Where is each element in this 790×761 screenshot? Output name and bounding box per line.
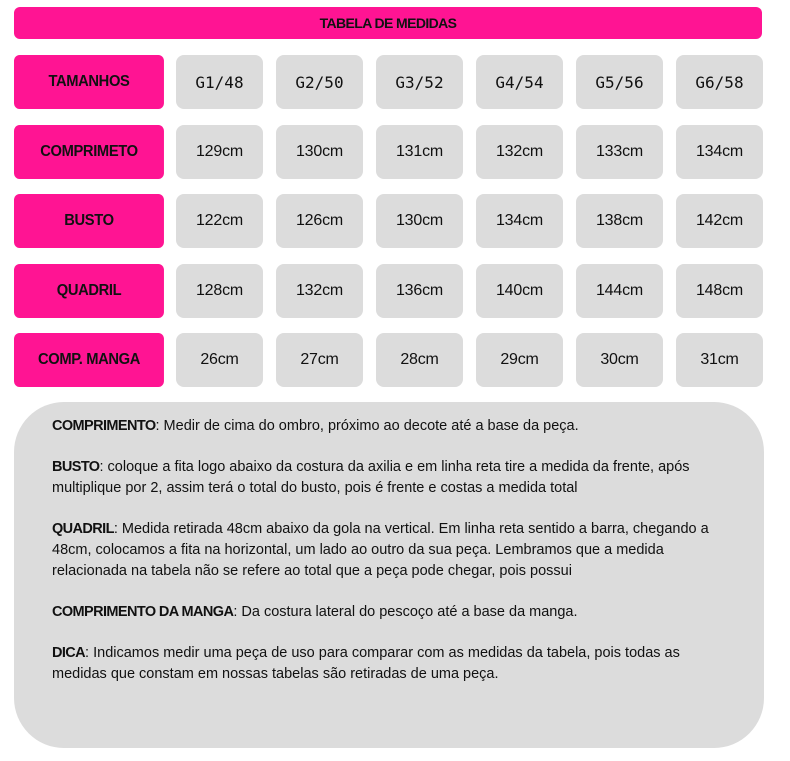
note-text: : coloque a fita logo abaixo da costura da axilia e em linha reta tire a medida da frente, após multiplique por 2, assim terá o total do busto, pois é frente e costas a medida total [52, 459, 690, 496]
measure-cell: 30cm [576, 333, 663, 387]
measurement-notes [14, 402, 764, 748]
note-title: DICA [52, 645, 86, 661]
note-dica [52, 643, 734, 685]
measure-cell: 140cm [476, 264, 563, 318]
size-cell: G1/48 [176, 55, 263, 109]
measure-cell: 134cm [676, 125, 763, 179]
measure-cell: 126cm [276, 194, 363, 248]
note-title: COMPRIMENTO DA MANGA [52, 604, 234, 620]
note-text: : Medida retirada 48cm abaixo da gola na vertical. Em linha reta sentido a barra, chegando a 48cm, colocamos a fita na horizontal, um lado ao outro da sua peça. Lembramos que a medida relacionada na tabela não se refere ao total que a peça pode chegar, pois possui [52, 521, 709, 579]
measure-cell: 26cm [176, 333, 263, 387]
size-cell: G5/56 [576, 55, 663, 109]
measure-cell: 28cm [376, 333, 463, 387]
measure-cell: 138cm [576, 194, 663, 248]
row-comp-manga [14, 333, 762, 387]
measure-cell: 136cm [376, 264, 463, 318]
measure-cell: 27cm [276, 333, 363, 387]
size-cell: G3/52 [376, 55, 463, 109]
note-comprimento-manga [52, 602, 734, 623]
note-text: : Indicamos medir uma peça de uso para comparar com as medidas da tabela, pois todas as medidas que constam em nossas tabelas são retiradas de uma peça. [52, 645, 680, 682]
measure-cell: 128cm [176, 264, 263, 318]
measure-cell: 134cm [476, 194, 563, 248]
note-quadril [52, 519, 734, 582]
measure-cell: 142cm [676, 194, 763, 248]
note-title: COMPRIMENTO [52, 418, 156, 434]
row-quadril [14, 264, 762, 318]
row-label: COMPRIMETO [14, 125, 164, 179]
size-cell: G6/58 [676, 55, 763, 109]
measure-cell: 133cm [576, 125, 663, 179]
note-text: : Da costura lateral do pescoço até a base da manga. [233, 604, 578, 620]
table-title: TABELA DE MEDIDAS [14, 7, 762, 39]
size-cell: G2/50 [276, 55, 363, 109]
measure-cell: 130cm [276, 125, 363, 179]
measure-cell: 132cm [276, 264, 363, 318]
row-tamanhos [14, 55, 762, 109]
row-label: BUSTO [14, 194, 164, 248]
measure-cell: 129cm [176, 125, 263, 179]
size-cell: G4/54 [476, 55, 563, 109]
measure-cell: 148cm [676, 264, 763, 318]
measure-cell: 131cm [376, 125, 463, 179]
note-title: QUADRIL [52, 521, 114, 537]
row-label: QUADRIL [14, 264, 164, 318]
row-label: COMP. MANGA [14, 333, 164, 387]
measure-cell: 31cm [676, 333, 763, 387]
measure-cell: 132cm [476, 125, 563, 179]
row-comprimento [14, 125, 762, 179]
note-title: BUSTO [52, 459, 100, 475]
note-busto [52, 457, 734, 499]
note-text: : Medir de cima do ombro, próximo ao decote até a base da peça. [155, 418, 579, 434]
measure-cell: 144cm [576, 264, 663, 318]
row-busto [14, 194, 762, 248]
measure-cell: 130cm [376, 194, 463, 248]
note-comprimento [52, 416, 734, 437]
measure-cell: 122cm [176, 194, 263, 248]
measure-cell: 29cm [476, 333, 563, 387]
row-label: TAMANHOS [14, 55, 164, 109]
